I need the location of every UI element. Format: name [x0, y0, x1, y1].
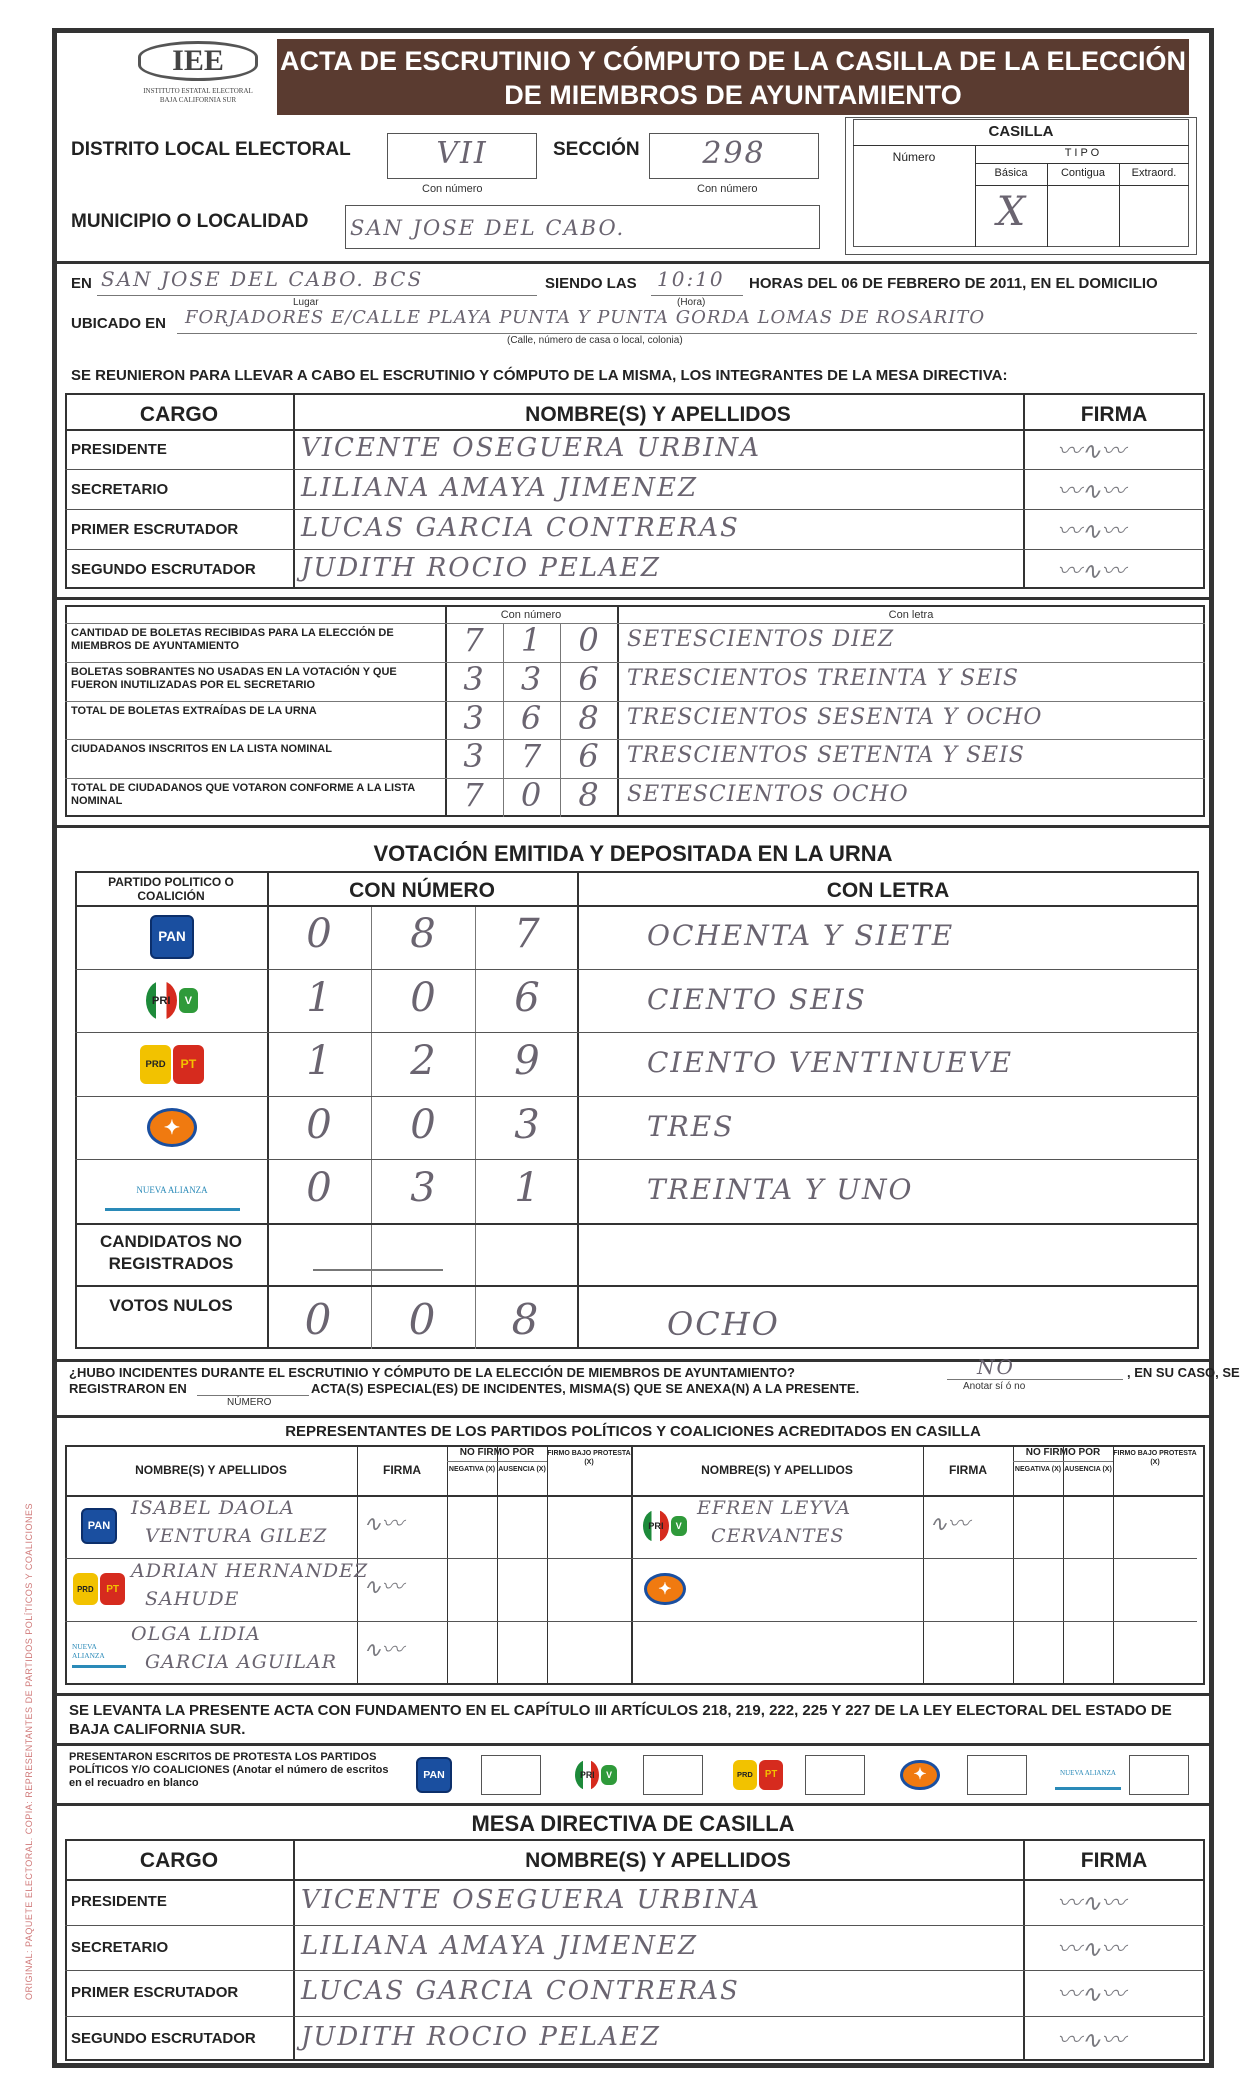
mesa1-cargo: SEGUNDO ESCRUTADOR: [71, 561, 256, 578]
incidentes-en-su-caso: , EN SU CASO, SE: [1127, 1365, 1240, 1380]
representantes-col: [547, 1445, 548, 1685]
logo-mark: IEE: [138, 41, 258, 81]
mesa2-header-line: [65, 1879, 1205, 1881]
escritos-party-1-emblem: [565, 1753, 627, 1797]
side-legend: ORIGINAL: PAQUETE ELECTORAL. COPIA: REPRESENTANTES DE PARTIDOS POLÍTICOS Y COALICIONES: [24, 1503, 34, 2000]
form-title: ACTA DE ESCRUTINIO Y CÓMPUTO DE LA CASILLA DE LA ELECCIÓN DE MIEMBROS DE AYUNTAMIENTO: [277, 39, 1189, 115]
representantes-row-line: [631, 1621, 1197, 1622]
votacion-row-line: [75, 1159, 1199, 1160]
pt-icon: PT: [100, 1573, 125, 1605]
representante-nombre-1[interactable]: EFREN LEYVA: [697, 1497, 852, 1519]
votacion-party-3-emblem: [97, 1100, 247, 1156]
boletas-label: CIUDADANOS INSCRITOS EN LA LISTA NOMINAL: [71, 743, 332, 756]
distrito-label: DISTRITO LOCAL ELECTORAL: [71, 139, 351, 160]
casilla-col-divider-3: [1119, 163, 1120, 247]
casilla-numero-label: Número: [892, 150, 936, 164]
mesa2-nombre[interactable]: LILIANA AMAYA JIMENEZ: [301, 1930, 699, 1961]
representantes-h-nombre: NOMBRE(S) Y APELLIDOS: [135, 1463, 287, 1477]
logo-subtitle: INSTITUTO ESTATAL ELECTORAL BAJA CALIFORNIA SUR: [143, 87, 253, 104]
boletas-digit[interactable]: 6: [520, 698, 542, 737]
representantes-row-line: [631, 1558, 1197, 1559]
seccion-value: 298: [702, 136, 766, 171]
boletas-row-line: [65, 739, 1205, 740]
mesa2-row-line: [65, 2016, 1205, 2017]
representantes-col: [447, 1445, 448, 1685]
representantes-subheader-line: [447, 1461, 547, 1462]
representantes-title: REPRESENTANTES DE LOS PARTIDOS POLÍTICOS Y COALICIONES ACREDITADOS EN CASILLA: [285, 1423, 981, 1440]
votacion-digit[interactable]: 6: [514, 974, 540, 1021]
boletas-label: TOTAL DE BOLETAS EXTRAÍDAS DE LA URNA: [71, 704, 317, 717]
boletas-label: BOLETAS SOBRANTES NO USADAS EN LA VOTACIÓN Y QUE FUERON INUTILIZADAS POR EL SECRETARIO: [71, 665, 397, 691]
pan-icon: PAN: [81, 1508, 118, 1545]
representantes-col: [1113, 1445, 1114, 1685]
boletas-digit[interactable]: 7: [463, 621, 484, 659]
pt-icon: PT: [173, 1045, 204, 1084]
nulos-d3: 8: [511, 1295, 541, 1344]
boletas-header-line: [65, 623, 1205, 624]
mesa2-cargo: SECRETARIO: [71, 1938, 169, 1956]
domicilio-line: [177, 333, 1197, 334]
siendo-label: SIENDO LAS: [545, 275, 637, 292]
representante-nombre-2[interactable]: GARCIA AGUILAR: [145, 1651, 338, 1673]
votacion-letra[interactable]: TREINTA Y UNO: [647, 1173, 914, 1207]
escritos-count-box[interactable]: [643, 1755, 703, 1795]
representantes-h-firma: FIRMA: [949, 1463, 987, 1477]
votacion-h-numero: CON NÚMERO: [349, 879, 495, 902]
pan-icon: PAN: [416, 1757, 451, 1792]
representante-firma-signature[interactable]: ∿〰: [929, 1512, 970, 1537]
nueva-alianza-icon: NUEVA ALIANZA: [72, 1636, 126, 1668]
incidentes-actas: ACTA(S) ESPECIAL(ES) DE INCIDENTES, MISMA(S) QUE SE ANEXA(N) A LA PRESENTE.: [311, 1381, 860, 1396]
pvem-icon: V: [179, 988, 199, 1013]
municipio-field[interactable]: [345, 205, 820, 249]
pan-icon: PAN: [150, 915, 195, 960]
incidentes-registraron: REGISTRARON EN: [69, 1381, 187, 1396]
lugar-value: SAN JOSE DEL CABO. BCS: [101, 267, 424, 291]
boletas-letra[interactable]: SETESCIENTOS OCHO: [627, 782, 909, 808]
reunieron-text: SE REUNIERON PARA LLEVAR A CABO EL ESCRUTINIO Y CÓMPUTO DE LA MISMA, LOS INTEGRANTES DE LA MESA DIRECTIVA:: [71, 367, 1008, 384]
votacion-h-partido: PARTIDO POLITICO O COALICIÓN: [108, 875, 234, 903]
casilla-col-divider-2: [1047, 163, 1048, 247]
boletas-row-line: [65, 701, 1205, 702]
votacion-letra[interactable]: CIENTO VENTINUEVE: [647, 1046, 1014, 1080]
domicilio-caption: (Calle, número de casa o local, colonia): [507, 335, 683, 346]
representantes-row-line: [65, 1558, 631, 1559]
nueva-alianza-icon: NUEVA ALIANZA: [105, 1172, 240, 1211]
fundamento-text: SE LEVANTA LA PRESENTE ACTA CON FUNDAMENTO EN EL CAPÍTULO III ARTÍCULOS 218, 219, 222, 225 Y 227 DE LA LEY ELECTORAL DEL ESTADO DE BAJA CALIFORNIA SUR.: [69, 1702, 1172, 1738]
mesa1-firma-signature[interactable]: 〰∿〰: [1057, 517, 1126, 545]
mesa2-cargo: PRESIDENTE: [71, 1893, 167, 1910]
section-divider-3: [57, 825, 1209, 828]
casilla-sub-divider: [975, 185, 1189, 186]
mesa1-row-line: [65, 509, 1205, 510]
escritos-party-0-emblem: [403, 1753, 465, 1797]
representantes-h-ausencia: AUSENCIA (X): [1064, 1466, 1112, 1473]
nulos-label: VOTOS NULOS: [109, 1296, 233, 1315]
escritos-count-box[interactable]: [805, 1755, 865, 1795]
incidentes-numero-line: [197, 1395, 309, 1396]
pri-icon: PRI: [146, 981, 177, 1020]
votacion-digit[interactable]: 0: [410, 1101, 436, 1148]
casilla-tipo-divider: [975, 163, 1189, 164]
mesa2-row-line: [65, 1925, 1205, 1926]
boletas-col-2: [617, 605, 619, 817]
votacion-header-line: [75, 905, 1199, 907]
convergencia-icon: ✦: [644, 1573, 685, 1605]
nulos-letra: OCHO: [667, 1305, 780, 1343]
rep-left-0-emblem: [69, 1503, 129, 1549]
seccion-caption: Con número: [697, 183, 758, 195]
votacion-digit[interactable]: 1: [306, 974, 332, 1021]
votacion-party-1-emblem: [97, 973, 247, 1029]
convergencia-icon: ✦: [900, 1760, 940, 1791]
boletas-letra[interactable]: TRESCIENTOS SESENTA Y OCHO: [627, 704, 1043, 730]
mesa1-h-firma: FIRMA: [1080, 403, 1148, 426]
boletas-h-numero: Con número: [500, 609, 562, 621]
representantes-h-firma: FIRMA: [383, 1463, 421, 1477]
boletas-digit[interactable]: 6: [578, 659, 599, 698]
casilla-divider: [853, 145, 1189, 146]
casilla-title: CASILLA: [988, 123, 1054, 140]
representantes-col: [497, 1445, 498, 1685]
no-registrados-dash: [313, 1269, 443, 1271]
votacion-digit[interactable]: 3: [410, 1165, 436, 1212]
representantes-h-firmo-bajo: FIRMO BAJO PROTESTA (X): [1113, 1450, 1197, 1466]
section-divider-1: [57, 261, 1209, 264]
representantes-h-firmo-bajo: FIRMO BAJO PROTESTA (X): [547, 1450, 631, 1466]
rep-right-1-emblem: [635, 1566, 695, 1612]
votacion-digit[interactable]: 0: [306, 911, 332, 957]
hora-line: [651, 295, 743, 296]
mesa1-nombre[interactable]: LILIANA AMAYA JIMENEZ: [301, 473, 699, 503]
votacion-row-line: [75, 969, 1199, 970]
escritos-count-box[interactable]: [1129, 1755, 1189, 1795]
mesa2-row-line: [65, 1970, 1205, 1971]
representante-nombre-1[interactable]: ADRIAN HERNANDEZ: [131, 1560, 369, 1582]
distrito-caption: Con número: [422, 183, 483, 195]
pvem-icon: V: [671, 1516, 687, 1537]
votacion-digit[interactable]: 1: [306, 1038, 332, 1085]
votacion-digit[interactable]: 0: [410, 974, 436, 1021]
distrito-value: VII: [436, 136, 488, 171]
casilla-basica-label: Básica: [994, 167, 1028, 179]
section-divider-4: [57, 1359, 1209, 1362]
boletas-digit[interactable]: 7: [520, 737, 542, 776]
representante-nombre-2[interactable]: CERVANTES: [711, 1525, 845, 1547]
votacion-letra[interactable]: CIENTO SEIS: [647, 982, 867, 1016]
section-divider-8: [57, 1803, 1209, 1806]
mesa1-nombre[interactable]: JUDITH ROCIO PELAEZ: [301, 553, 661, 583]
boletas-digit[interactable]: 0: [578, 621, 599, 659]
escritos-text: PRESENTARON ESCRITOS DE PROTESTA LOS PARTIDOS POLÍTICOS Y/O COALICIONES (Anotar el número de escritos en el recuadro en blanco: [69, 1751, 389, 1789]
representante-firma-signature[interactable]: ∿〰: [363, 1638, 404, 1663]
incidentes-numero-cap: NÚMERO: [227, 1397, 272, 1408]
boletas-digit[interactable]: 3: [520, 659, 542, 698]
mesa2-nombre[interactable]: JUDITH ROCIO PELAEZ: [301, 2021, 661, 2052]
representante-nombre-2[interactable]: SAHUDE: [145, 1588, 240, 1610]
mesa1-row-line: [65, 469, 1205, 470]
mesa1-header-line: [65, 429, 1205, 431]
mesa1-nombre[interactable]: VICENTE OSEGUERA URBINA: [301, 433, 762, 463]
mesa2-firma-signature[interactable]: 〰∿〰: [1057, 1889, 1126, 1917]
votacion-digit[interactable]: 7: [514, 911, 540, 957]
votacion-digit[interactable]: 9: [514, 1038, 540, 1085]
boletas-digit[interactable]: 3: [463, 698, 484, 737]
section-divider-2: [57, 597, 1209, 600]
votacion-digit[interactable]: 2: [410, 1038, 436, 1085]
boletas-row-line: [65, 662, 1205, 663]
lugar-caption: Lugar: [293, 297, 319, 308]
representante-firma-signature[interactable]: ∿〰: [363, 1575, 404, 1600]
seccion-label: SECCIÓN: [553, 139, 640, 160]
mesa2-h-cargo: CARGO: [139, 1849, 219, 1872]
casilla-extraord-label: Extraord.: [1131, 167, 1177, 179]
votacion-row-line: [75, 1096, 1199, 1097]
mesa1-firma-signature[interactable]: 〰∿〰: [1057, 477, 1126, 505]
mesa1-firma-signature[interactable]: 〰∿〰: [1057, 437, 1126, 465]
boletas-digit[interactable]: 3: [463, 737, 484, 776]
votacion-digit[interactable]: 0: [306, 1165, 332, 1212]
representantes-h-negativa: NEGATIVA (X): [1014, 1466, 1062, 1473]
distrito-field[interactable]: [387, 133, 537, 179]
boletas-digit[interactable]: 8: [578, 698, 599, 737]
pt-icon: PT: [759, 1760, 783, 1791]
representantes-subheader-line: [1013, 1461, 1113, 1462]
incidentes-pregunta: ¿HUBO INCIDENTES DURANTE EL ESCRUTINIO Y CÓMPUTO DE LA ELECCIÓN DE MIEMBROS DE AYUNTAMIENTO?: [69, 1365, 795, 1380]
votacion-line-nr: [75, 1223, 1199, 1225]
nueva-alianza-icon: NUEVA ALIANZA: [1055, 1760, 1122, 1791]
votacion-h-letra: CON LETRA: [826, 879, 950, 902]
mesa1-h-cargo: CARGO: [139, 403, 219, 426]
acta-form: [52, 28, 1240, 2068]
hora-caption: (Hora): [677, 297, 706, 308]
casilla-basica-mark[interactable]: X: [996, 189, 1026, 235]
escritos-count-box[interactable]: [967, 1755, 1027, 1795]
mesa1-cargo: PRESIDENTE: [71, 441, 167, 458]
votacion-party-4-emblem: [97, 1163, 247, 1219]
casilla-contigua-label: Contigua: [1060, 167, 1106, 179]
incidentes-line: [947, 1379, 1123, 1380]
representante-nombre-2[interactable]: VENTURA GILEZ: [145, 1525, 328, 1547]
representantes-col: [1063, 1445, 1064, 1685]
mesa2-firma-signature[interactable]: 〰∿〰: [1057, 1980, 1126, 2008]
mesa1-h-nombre: NOMBRE(S) Y APELLIDOS: [525, 403, 791, 426]
boletas-label: CANTIDAD DE BOLETAS RECIBIDAS PARA LA ELECCIÓN DE MIEMBROS DE AYUNTAMIENTO: [71, 627, 394, 652]
votacion-party-0-emblem: [97, 909, 247, 965]
no-registrados-label: CANDIDATOS NO REGISTRADOS: [100, 1232, 242, 1273]
section-divider-7: [57, 1743, 1209, 1746]
iee-logo: [93, 41, 303, 115]
prd-icon: PRD: [73, 1573, 98, 1605]
convergencia-icon: ✦: [147, 1108, 197, 1147]
mesa1-nombre[interactable]: LUCAS GARCIA CONTRERAS: [301, 513, 740, 543]
representante-nombre-1[interactable]: OLGA LIDIA: [131, 1623, 261, 1645]
representantes-h-no-firmo: NO FIRMO POR: [459, 1447, 535, 1458]
section-divider-6: [57, 1693, 1209, 1696]
votacion-digit[interactable]: 0: [306, 1101, 332, 1148]
mesa2-title: MESA DIRECTIVA DE CASILLA: [471, 1811, 795, 1836]
mesa2-cargo: PRIMER ESCRUTADOR: [71, 1984, 239, 2001]
mesa2-h-nombre: NOMBRE(S) Y APELLIDOS: [525, 1849, 791, 1872]
votacion-title: VOTACIÓN EMITIDA Y DEPOSITADA EN LA URNA: [373, 841, 893, 866]
casilla-tipo-label: T I P O: [1064, 147, 1100, 159]
domicilio-value: FORJADORES E/CALLE PLAYA PUNTA Y PUNTA GORDA LOMAS DE ROSARITO: [185, 307, 986, 328]
pri-icon: PRI: [575, 1760, 599, 1791]
representantes-col: [923, 1445, 924, 1685]
votacion-row-line: [75, 1032, 1199, 1033]
section-divider-5: [57, 1415, 1209, 1418]
representantes-mid: [631, 1445, 633, 1685]
municipio-value: SAN JOSE DEL CABO.: [350, 216, 626, 240]
votacion-digit[interactable]: 1: [514, 1165, 540, 1212]
boletas-digit[interactable]: 3: [463, 659, 484, 698]
rep-left-2-emblem: [69, 1629, 129, 1675]
prd-icon: PRD: [733, 1760, 757, 1791]
mesa1-row-line: [65, 549, 1205, 550]
mesa2-firma-signature[interactable]: 〰∿〰: [1057, 2025, 1126, 2054]
mesa2-h-firma: FIRMA: [1080, 1849, 1148, 1872]
boletas-h-letra: Con letra: [888, 609, 934, 621]
boletas-digit[interactable]: 7: [463, 776, 484, 815]
escritos-party-3-emblem: [889, 1753, 951, 1797]
votacion-party-2-emblem: [97, 1036, 247, 1092]
representantes-h-ausencia: AUSENCIA (X): [498, 1466, 546, 1473]
prd-icon: PRD: [140, 1045, 171, 1084]
escritos-party-2-emblem: [727, 1753, 789, 1797]
incidentes-anotar: Anotar sí ó no: [963, 1381, 1026, 1392]
fecha-label: HORAS DEL 06 DE FEBRERO DE 2011, EN EL DOMICILIO: [749, 275, 1158, 292]
votacion-digit[interactable]: 3: [514, 1101, 540, 1148]
mesa2-nombre[interactable]: VICENTE OSEGUERA URBINA: [301, 1885, 762, 1915]
representantes-col: [1013, 1445, 1014, 1685]
nulos-d2: 0: [408, 1295, 438, 1344]
seccion-field[interactable]: [649, 133, 819, 179]
representantes-h-no-firmo: NO FIRMO POR: [1025, 1447, 1101, 1458]
escritos-party-4-emblem: [1051, 1753, 1125, 1797]
pri-icon: PRI: [643, 1510, 668, 1542]
en-label: EN: [71, 275, 92, 292]
boletas-digit[interactable]: 0: [520, 776, 542, 815]
mesa2-firma-signature[interactable]: 〰∿〰: [1057, 1934, 1126, 1963]
boletas-row-line: [65, 778, 1205, 779]
boletas-digit[interactable]: 6: [578, 737, 599, 776]
mesa2-nombre[interactable]: LUCAS GARCIA CONTRERAS: [301, 1976, 740, 2006]
boletas-letra[interactable]: SETESCIENTOS DIEZ: [627, 627, 895, 652]
municipio-label: MUNICIPIO O LOCALIDAD: [71, 211, 309, 232]
representantes-h-nombre: NOMBRE(S) Y APELLIDOS: [701, 1463, 853, 1477]
incidentes-respuesta: NO: [977, 1355, 1015, 1379]
mesa1-firma-signature[interactable]: 〰∿〰: [1057, 557, 1126, 585]
boletas-label: TOTAL DE CIUDADANOS QUE VOTARON CONFORME A LA LISTA NOMINAL: [71, 782, 415, 808]
ubicado-label: UBICADO EN: [71, 315, 167, 332]
boletas-digit[interactable]: 1: [520, 621, 542, 659]
representante-nombre-1[interactable]: ISABEL DAOLA: [131, 1497, 295, 1519]
mesa1-cargo: PRIMER ESCRUTADOR: [71, 521, 239, 538]
representantes-h-negativa: NEGATIVA (X): [448, 1466, 496, 1473]
votacion-letra[interactable]: TRES: [647, 1109, 735, 1143]
hora-value: 10:10: [657, 267, 725, 291]
representantes-row-line: [65, 1621, 631, 1622]
votacion-letra[interactable]: OCHENTA Y SIETE: [647, 919, 955, 952]
rep-right-0-emblem: [635, 1503, 695, 1549]
nulos-d1: 0: [304, 1295, 334, 1344]
mesa1-cargo: SECRETARIO: [71, 481, 169, 498]
votacion-line-nulos: [75, 1285, 1199, 1287]
pvem-icon: V: [601, 1765, 616, 1785]
lugar-line: [97, 295, 537, 296]
mesa2-cargo: SEGUNDO ESCRUTADOR: [71, 2029, 256, 2047]
boletas-letra[interactable]: TRESCIENTOS SETENTA Y SEIS: [627, 743, 1025, 769]
representante-firma-signature[interactable]: ∿〰: [363, 1512, 404, 1537]
boletas-digit[interactable]: 8: [578, 776, 599, 815]
rep-left-1-emblem: [69, 1566, 129, 1612]
votacion-digit[interactable]: 8: [410, 911, 436, 957]
escritos-count-box[interactable]: [481, 1755, 541, 1795]
boletas-letra[interactable]: TRESCIENTOS TREINTA Y SEIS: [627, 665, 1019, 691]
